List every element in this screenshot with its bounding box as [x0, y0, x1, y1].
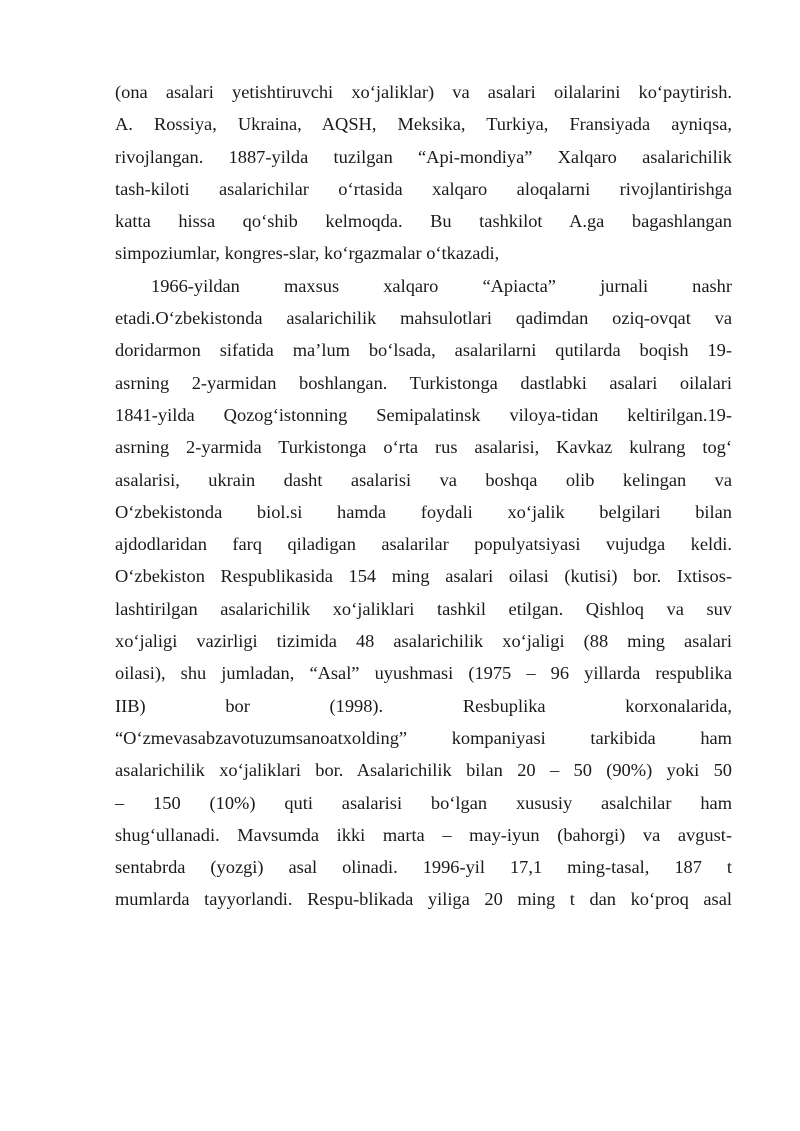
text-line: doridarmon sifatida ma’lum bo‘lsada, asalarilarni qutilarda boqish 19- [115, 340, 732, 361]
text-line: (ona asalari yetishtiruvchi xo‘jaliklar) va asalari oilalarini ko‘paytirish. [115, 82, 732, 102]
text-line: rivojlangan. 1887-yilda tuzilgan “Api-mondiya” Xalqaro asalarichilik [115, 146, 732, 167]
text-line: oilasi), shu jumladan, “Asal” uyushmasi (1975 – 96 yillarda respublika [115, 663, 732, 684]
text-line: asalarisi, ukrain dasht asalarisi va boshqa olib kelingan va [115, 469, 732, 490]
text-line: “O‘zmevasabzavotuzumsanoatxolding” kompaniyasi tarkibida ham [115, 727, 732, 748]
text-line: IIB) bor (1998). Resbuplika korxonalarida, [115, 695, 732, 716]
text-line: xo‘jaligi vazirligi tizimida 48 asalarichilik xo‘jaligi (88 ming asalari [115, 631, 732, 652]
text-line: katta hissa qo‘shib kelmoqda. Bu tashkilot A.ga bagashlangan [115, 211, 732, 232]
text-line: etadi.O‘zbekistonda asalarichilik mahsulotlari qadimdan oziq-ovqat va [115, 308, 732, 329]
text-line: 1841-yilda Qozog‘istonning Semipalatinsk viloya-tidan keltirilgan.19- [115, 404, 732, 425]
text-line: lashtirilgan asalarichilik xo‘jaliklari tashkil etilgan. Qishloq va suv [115, 598, 732, 619]
text-line: – 150 (10%) quti asalarisi bo‘lgan xususiy asalchilar ham [115, 792, 732, 813]
text-line: A. Rossiya, Ukraina, AQSH, Meksika, Turkiya, Fransiyada ayniqsa, [115, 114, 732, 135]
text-line: 1966-yildan maxsus xalqaro “Apiacta” jurnali nashr [151, 275, 732, 296]
text-line: simpoziumlar, kongres-slar, ko‘rgazmalar o‘tkazadi, [115, 243, 500, 264]
text-line: ajdodlaridan farq qiladigan asalarilar populyatsiyasi vujudga keldi. [115, 534, 732, 555]
text-line: asrning 2-yarmida Turkistonga o‘rta rus asalarisi, Kavkaz kulrang tog‘ [115, 437, 732, 458]
body-text [115, 76, 732, 916]
text-line: O‘zbekiston Respublikasida 154 ming asalari oilasi (kutisi) bor. Ixtisos- [115, 566, 732, 587]
text-line: mumlarda tayyorlandi. Respu-blikada yiliga 20 ming t dan ko‘proq asal [115, 889, 732, 910]
text-line: asrning 2-yarmidan boshlangan. Turkistonga dastlabki asalari oilalari [115, 372, 732, 393]
text-line: tash-kiloti asalarichilar o‘rtasida xalqaro aloqalarni rivojlantirishga [115, 178, 732, 199]
text-line: O‘zbekistonda biol.si hamda foydali xo‘jalik belgilari bilan [115, 501, 732, 522]
text-line: sentabrda (yozgi) asal olinadi. 1996-yil 17,1 ming-tasal, 187 t [115, 857, 732, 878]
text-line: asalarichilik xo‘jaliklari bor. Asalarichilik bilan 20 – 50 (90%) yoki 50 [115, 760, 732, 781]
text-line: shug‘ullanadi. Mavsumda ikki marta – may-iyun (bahorgi) va avgust- [115, 824, 732, 845]
